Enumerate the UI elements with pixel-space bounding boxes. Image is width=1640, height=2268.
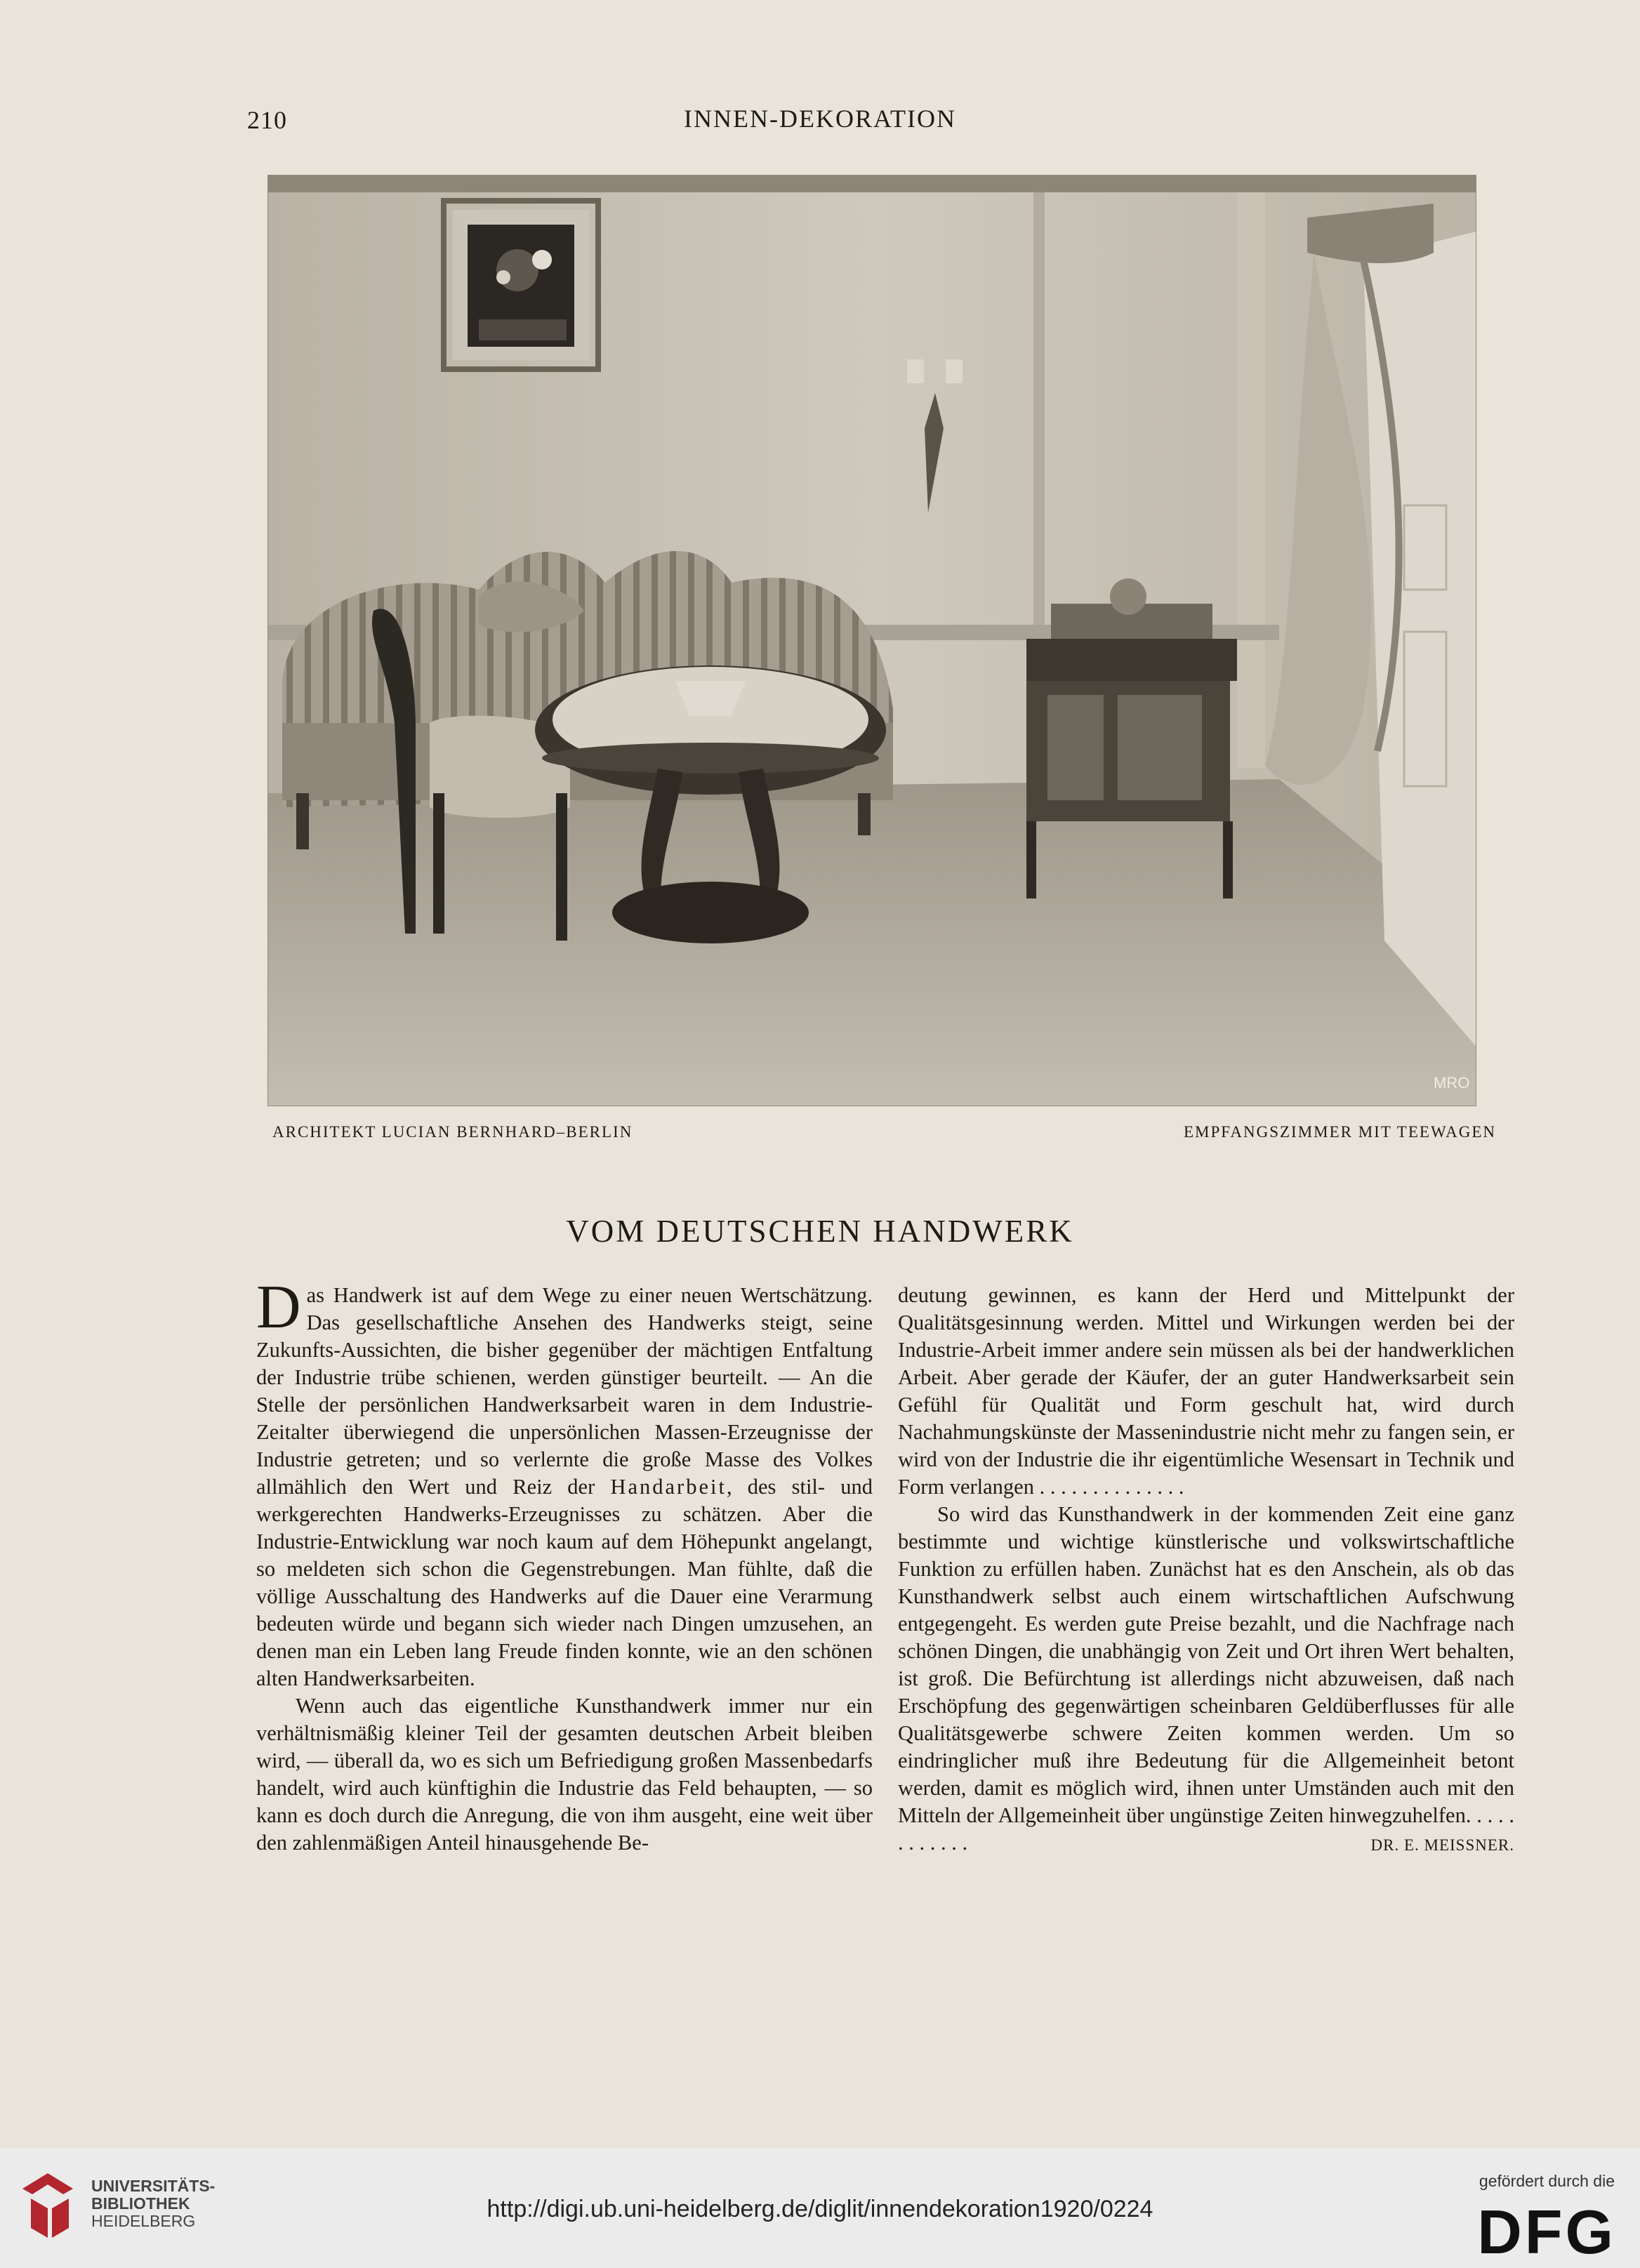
- library-name-line-2: BIBLIOTHEK: [91, 2194, 190, 2213]
- running-title: INNEN-DEKORATION: [684, 105, 956, 133]
- funded-by-label: gefördert durch die: [1479, 2172, 1615, 2190]
- article-column-left: [256, 1273, 873, 1857]
- page-number: 210: [247, 106, 287, 134]
- paragraph-4: [898, 1501, 1514, 1857]
- article-title: VOM DEUTSCHEN HANDWERK: [566, 1214, 1074, 1249]
- paragraph-4-text: So wird das Kunsthandwerk in der kommenden Zeit eine ganz bestimmte und wichtige künstlerische und volkswirtschaftliche Funktion zu erfüllen haben. Zunächst hat es den Anschein, als ob das Kunsthandwerk selbst auch einem wirtschaftlichen Aufschwung entgegengeht. Es werden gute Preise bezahlt, und die Nachfrage nach schönen Dingen, die unabhängig von Zeit und Ort ihren Wert behalten, ist groß. Die Befürchtung ist allerdings nicht abzuweisen, daß nach Erschöpfung des gegenwärtigen scheinbaren Geldüberflusses für alle Qualitätsgewerbe schwere Zeiten kommen werden. Um so eindringlicher muß ihre Bedeutung für die Allgemeinheit betont werden, damit es möglich wird, ihnen unter Umständen auch mit den Mitteln der Allgemeinheit über ungünstige Zeiten hinwegzuhelfen. . . . . . . . . . . .: [898, 1502, 1514, 1855]
- digitization-footer: [0, 2148, 1640, 2268]
- library-name-line-3: HEIDELBERG: [91, 2212, 196, 2230]
- paragraph-2: Wenn auch das eigentliche Kunsthandwerk immer nur ein verhältnismäßig kleiner Teil der gesamten deutschen Arbeit bleiben wird, — überall da, wo es sich um Befriedigung großen Massenbedarfs handelt, wird auch künftighin die Industrie das Feld behaupten, — so kann es doch durch die Anregung, die von ihm ausgeht, eine weit über den zahlenmäßigen Anteil hinausgehende Be-: [256, 1694, 873, 1855]
- emphasized-word: Handarbeit: [610, 1475, 727, 1499]
- paragraph-1: [256, 1273, 873, 1692]
- article-column-right: [898, 1282, 1514, 1859]
- paragraph-1-text-a: as Handwerk ist auf dem Wege zu einer neuen Wertschätzung. Das gesellschaftliche Ansehen des Handwerks steigt, seine Zukunfts-Aussichten, die bisher gegenüber der mächtigen Entfaltung der Industrie trübe schienen, werden günstiger beurteilt. — An die Stelle der persönlichen Handwerksarbeit waren in dem Industrie-Zeitalter überwiegend die unpersönlichen Massen-Erzeugnisse der Industrie getreten; und so verlernte die große Masse des Volkes allmählich den Wert und Reiz der: [256, 1283, 873, 1499]
- interior-scene-illustration: [268, 175, 1476, 1106]
- paragraph-3: deutung gewinnen, es kann der Herd und Mittelpunkt der Qualitätsgesinnung werden. Mittel und Wirkungen werden bei der Industrie-Arbeit immer andere sein müssen als bei der handwerklichen Arbeit. Aber gerade der Käufer, der an guter Handwerksarbeit sein Gefühl für Qualität und Form geschult hat, wird durch Nachahmungskünste der Massenindustrie nicht mehr zu fangen sein, er wird von der Industrie die ihr eigentümliche Wesensart in Technik und Form verlangen . . . . . . . . . . . . . .: [898, 1283, 1514, 1499]
- photo-mark: MRO: [1434, 1074, 1470, 1092]
- drop-cap: D: [256, 1273, 301, 1341]
- author-byline: DR. E. MEISSNER.: [1370, 1836, 1514, 1854]
- interior-photograph: [267, 175, 1476, 1106]
- paragraph-1-text-b: , des stil- und werkgerechten Handwerks-Erzeugnisses zu schätzen. Aber die Industrie-Entwicklung war noch kaum auf dem Höhepunkt angelangt, so meldeten sich schon die Gegenstrebungen. Man fühlte, daß die völlige Ausschaltung des Handwerks auf die Dauer eine Verarmung bedeuten würde und begann sich wieder nach Dingen umzusehen, an denen man ein Leben lang Freude finden konnte, wie an den schönen alten Handwerksarbeiten.: [256, 1475, 873, 1690]
- library-name-line-1: UNIVERSITÄTS-: [91, 2177, 216, 2195]
- dfg-logo: DFG: [1477, 2197, 1616, 2267]
- caption-architect: ARCHITEKT LUCIAN BERNHARD–BERLIN: [272, 1123, 633, 1141]
- permalink-url[interactable]: http://digi.ub.uni-heidelberg.de/diglit/innendekoration1920/0224: [487, 2196, 1153, 2222]
- caption-room: EMPFANGSZIMMER MIT TEEWAGEN: [1183, 1123, 1496, 1141]
